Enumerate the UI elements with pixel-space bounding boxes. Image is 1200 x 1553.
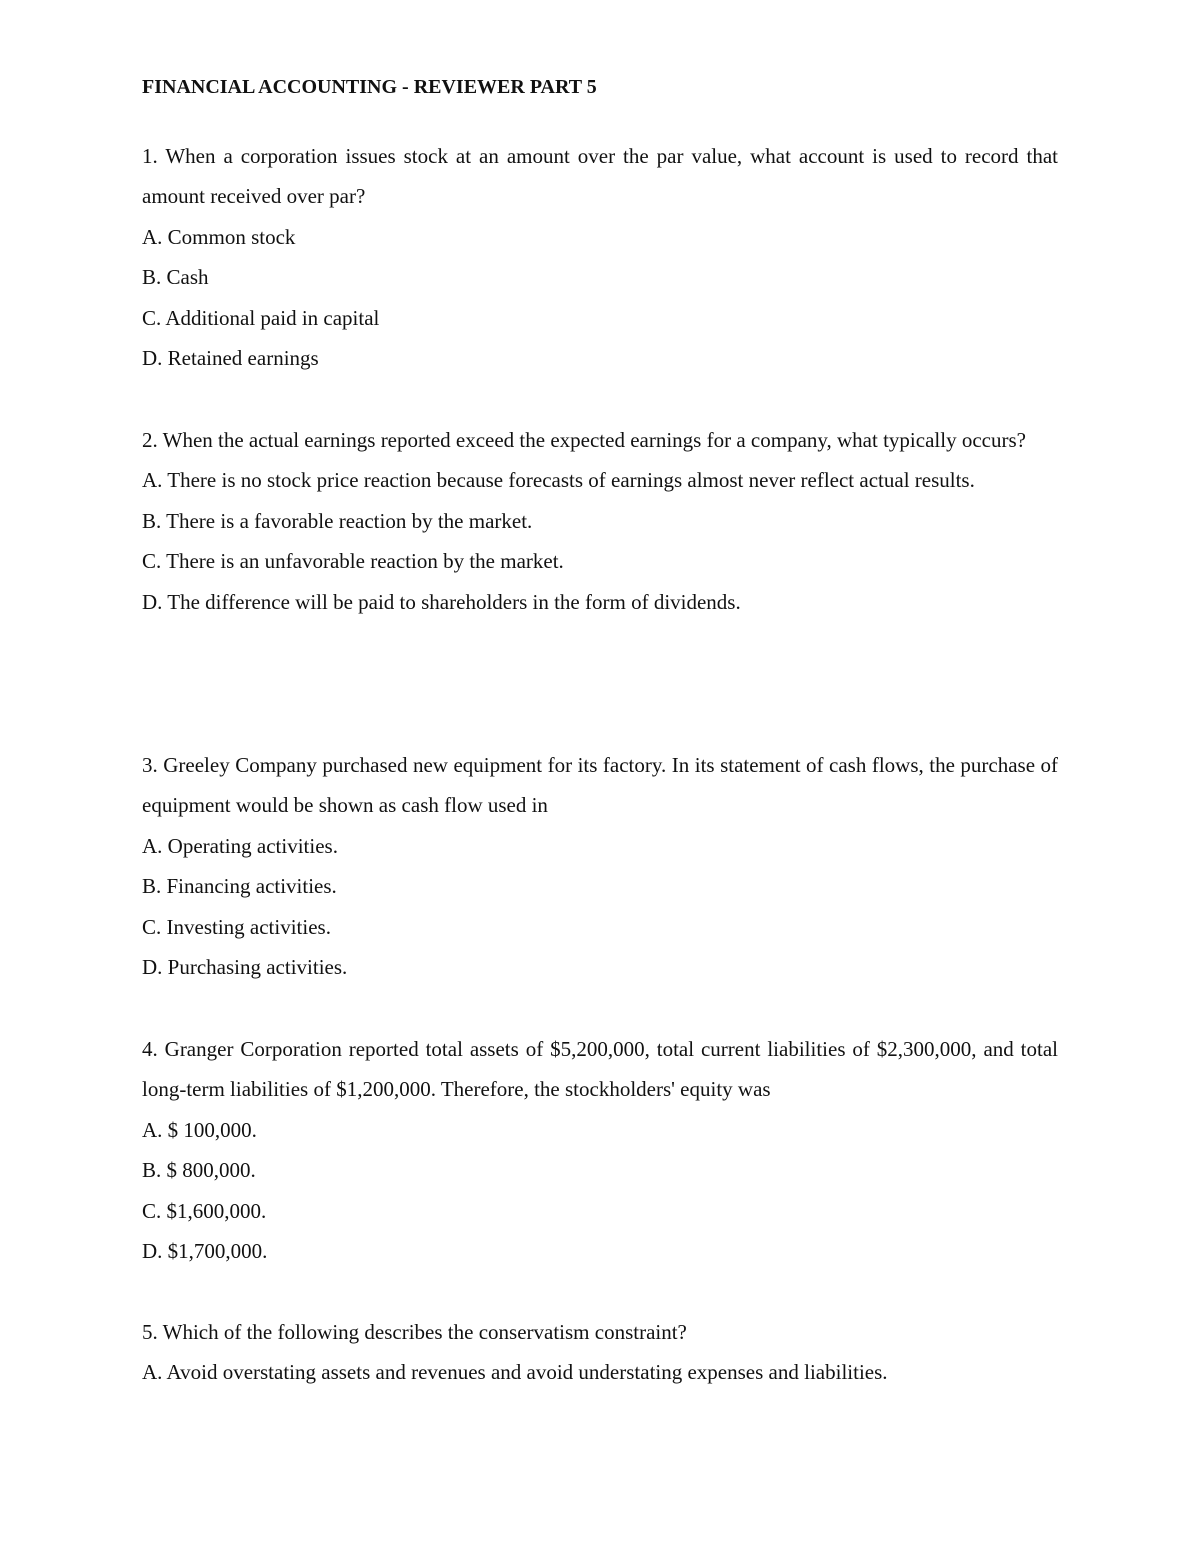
answer-option: D. $1,700,000. (142, 1239, 268, 1264)
answer-option: A. Common stock (142, 224, 296, 249)
question-3 (142, 745, 1058, 987)
question-stem: 5. Which of the following describes the conservatism constraint? (142, 1320, 687, 1344)
answer-option: A. Operating activities. (142, 833, 338, 858)
question-stem: 4. Granger Corporation reported total assets of $5,200,000, total current liabilities of $2,300,000, and total long-term liabilities of $1,200,000. Therefore, the stockholders' equity was (142, 1037, 1058, 1102)
answer-option: A. Avoid overstating assets and revenues and avoid understating expenses and liabilities. (142, 1360, 888, 1385)
answer-option: A. There is no stock price reaction because forecasts of earnings almost never reflect actual results. (142, 468, 975, 493)
question-stem: 1. When a corporation issues stock at an amount over the par value, what account is used to record that amount received over par? (142, 144, 1058, 209)
answer-option: C. $1,600,000. (142, 1198, 267, 1223)
answer-option: B. There is a favorable reaction by the market. (142, 508, 533, 533)
question-stem: 3. Greeley Company purchased new equipment for its factory. In its statement of cash flows, the purchase of equipment would be shown as cash flow used in (142, 753, 1058, 818)
answer-option: B. Financing activities. (142, 874, 337, 899)
answer-option: B. Cash (142, 265, 209, 290)
answer-option: D. Retained earnings (142, 346, 319, 371)
question-stem: 2. When the actual earnings reported exceed the expected earnings for a company, what typically occurs? (142, 428, 1026, 452)
answer-option: C. Investing activities. (142, 914, 331, 939)
document-title: FINANCIAL ACCOUNTING - REVIEWER PART 5 (142, 76, 597, 98)
answer-option: D. The difference will be paid to shareholders in the form of dividends. (142, 589, 741, 614)
answer-option: C. There is an unfavorable reaction by the market. (142, 549, 564, 574)
question-2 (142, 420, 1058, 622)
question-5 (142, 1312, 1058, 1393)
question-4 (142, 1029, 1058, 1271)
answer-option: D. Purchasing activities. (142, 955, 348, 980)
answer-option: C. Additional paid in capital (142, 305, 380, 330)
question-1 (142, 136, 1058, 378)
answer-option: B. $ 800,000. (142, 1158, 256, 1183)
answer-option: A. $ 100,000. (142, 1117, 257, 1142)
